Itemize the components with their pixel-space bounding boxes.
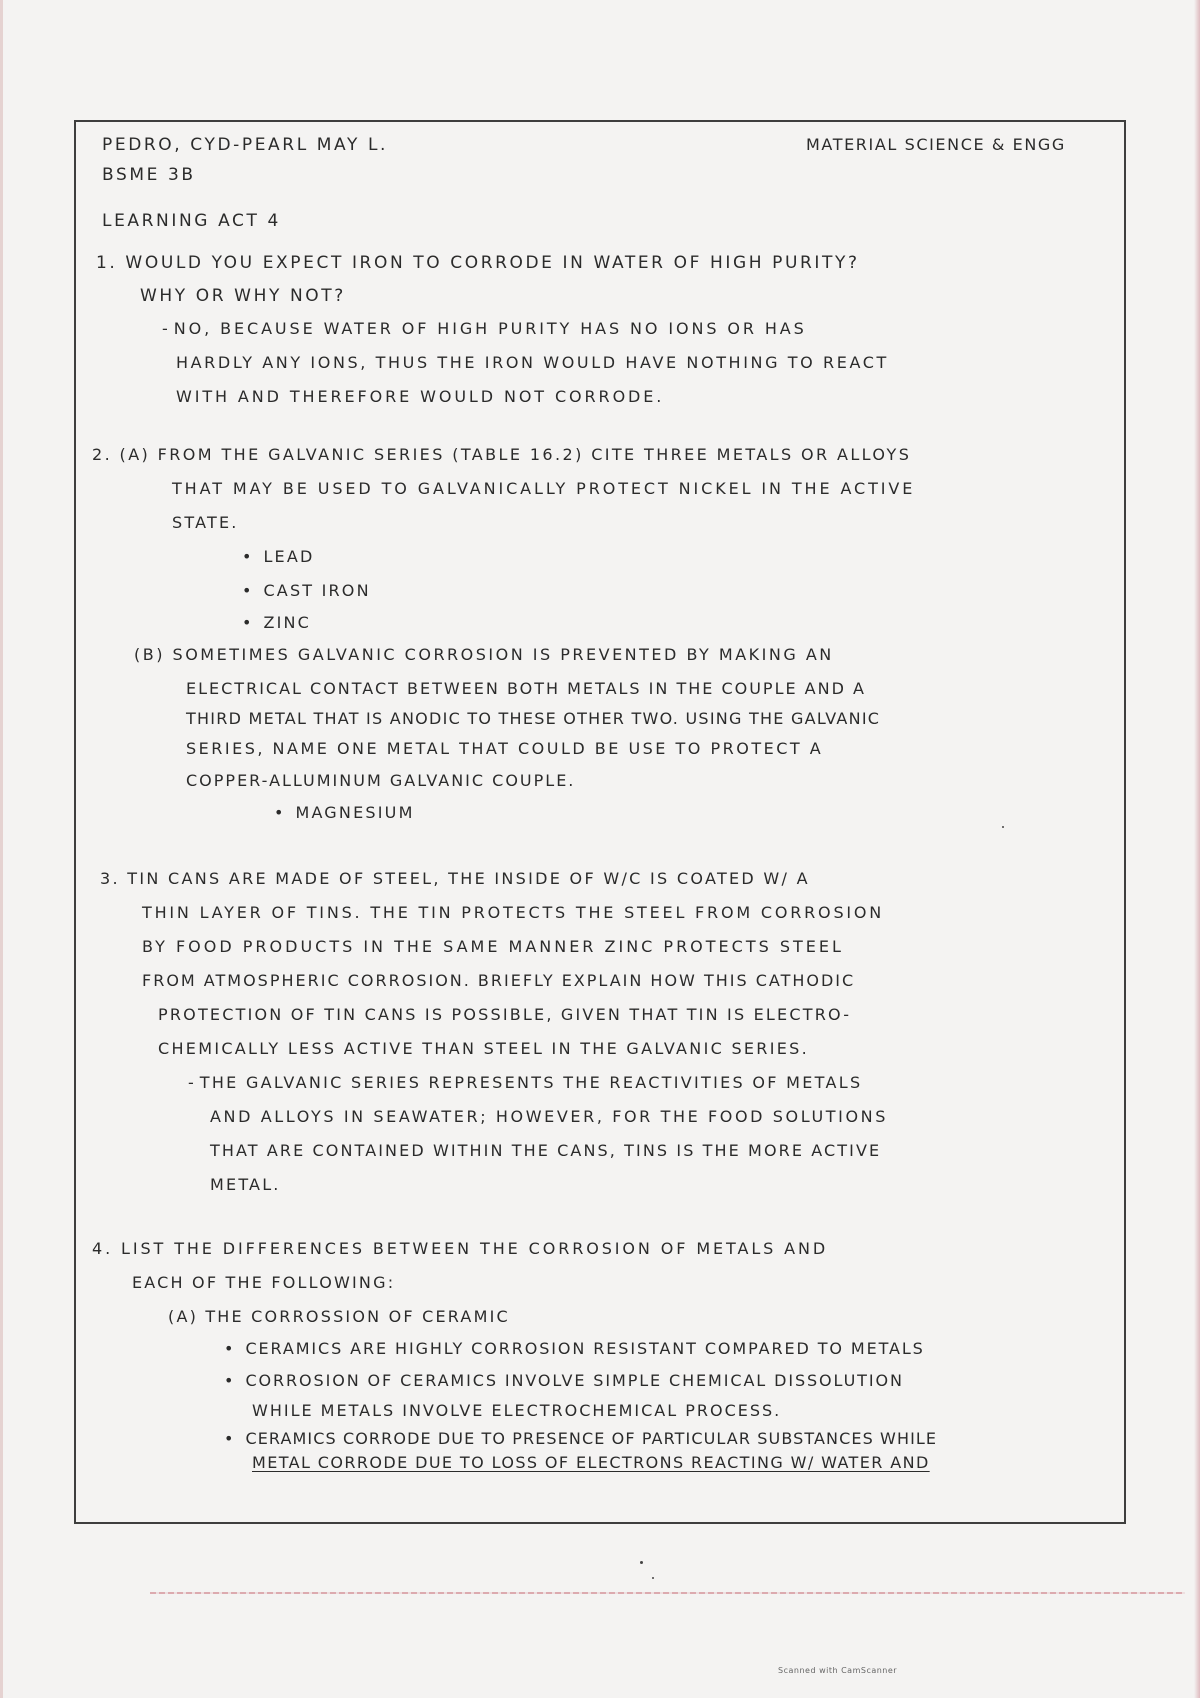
q3-line-5: PROTECTION OF TIN CANS IS POSSIBLE, GIVEN THAT TIN IS ELECTRO-	[158, 1005, 852, 1024]
q3-answer-line-3: THAT ARE CONTAINED WITHIN THE CANS, TINS IS THE MORE ACTIVE	[210, 1141, 882, 1160]
q1-answer-line-1: - NO, BECAUSE WATER OF HIGH PURITY HAS NO IONS OR HAS	[162, 318, 807, 340]
activity-title: LEARNING ACT 4	[102, 211, 281, 231]
q3-line-1: 3. TIN CANS ARE MADE OF STEEL, THE INSIDE OF W/C IS COATED W/ A	[100, 869, 810, 888]
section-label: BSME 3B	[102, 165, 196, 185]
scanner-watermark: Scanned with CamScanner	[778, 1666, 898, 1675]
q1-line-1: 1. WOULD YOU EXPECT IRON TO CORRODE IN WATER OF HIGH PURITY?	[96, 253, 860, 273]
q2b-line-5: COPPER-ALLUMINUM GALVANIC COUPLE.	[186, 771, 576, 790]
q2a-line-1: 2. (A) FROM THE GALVANIC SERIES (TABLE 16.2) CITE THREE METALS OR ALLOYS	[92, 445, 912, 464]
q4a-bullet-2: • CORROSION OF CERAMICS INVOLVE SIMPLE CHEMICAL DISSOLUTION	[224, 1370, 904, 1392]
q3-line-2: THIN LAYER OF TINS. THE TIN PROTECTS THE STEEL FROM CORROSION	[142, 903, 885, 922]
q2b-line-2: ELECTRICAL CONTACT BETWEEN BOTH METALS IN THE COUPLE AND A	[186, 679, 866, 698]
stray-mark	[640, 1561, 643, 1564]
q4-line-1: 4. LIST THE DIFFERENCES BETWEEN THE CORROSION OF METALS AND	[92, 1239, 829, 1258]
q3-line-6: CHEMICALLY LESS ACTIVE THAN STEEL IN THE GALVANIC SERIES.	[158, 1039, 809, 1058]
q4a-bullet-2-cont: WHILE METALS INVOLVE ELECTROCHEMICAL PROCESS.	[252, 1401, 782, 1420]
q3-line-4: FROM ATMOSPHERIC CORROSION. BRIEFLY EXPLAIN HOW THIS CATHODIC	[142, 971, 856, 990]
q4a-bullet-3: • CERAMICS CORRODE DUE TO PRESENCE OF PARTICULAR SUBSTANCES WHILE	[224, 1428, 937, 1450]
q3-line-3: BY FOOD PRODUCTS IN THE SAME MANNER ZINC PROTECTS STEEL	[142, 937, 844, 956]
q2a-answer-lead: • LEAD	[242, 546, 315, 568]
q1-answer-line-3: WITH AND THEREFORE WOULD NOT CORRODE.	[176, 387, 665, 406]
q2b-line-4: SERIES, NAME ONE METAL THAT COULD BE USE TO PROTECT A	[186, 739, 824, 758]
q2b-answer: • MAGNESIUM	[274, 802, 415, 824]
q3-answer-line-1: - THE GALVANIC SERIES REPRESENTS THE REACTIVITIES OF METALS	[188, 1072, 862, 1094]
stray-mark	[1002, 826, 1004, 828]
q3-answer-line-4: METAL.	[210, 1175, 281, 1194]
q4a-heading: (A) THE CORROSSION OF CERAMIC	[168, 1307, 510, 1326]
page-bottom-rule	[150, 1592, 1185, 1594]
page-right-edge	[1194, 0, 1200, 1698]
q2a-answer-zinc: • ZINC	[242, 612, 311, 634]
q3-answer-line-2: AND ALLOYS IN SEAWATER; HOWEVER, FOR THE FOOD SOLUTIONS	[210, 1107, 888, 1126]
q4a-bullet-3-cont: METAL CORRODE DUE TO LOSS OF ELECTRONS REACTING W/ WATER AND	[252, 1453, 930, 1472]
q4-line-2: EACH OF THE FOLLOWING:	[132, 1273, 396, 1292]
q2b-line-1: (B) SOMETIMES GALVANIC CORROSION IS PREVENTED BY MAKING AN	[134, 645, 834, 664]
q1-line-2: WHY OR WHY NOT?	[140, 286, 346, 306]
worksheet-border	[74, 120, 1126, 1524]
q2b-line-3: THIRD METAL THAT IS ANODIC TO THESE OTHER TWO. USING THE GALVANIC	[186, 709, 881, 728]
stray-mark	[652, 1577, 654, 1579]
q2a-line-3: STATE.	[172, 513, 239, 532]
page-left-edge	[0, 0, 3, 1698]
q2a-answer-cast-iron: • CAST IRON	[242, 580, 371, 602]
course-title: MATERIAL SCIENCE & ENGG	[806, 135, 1066, 154]
q4a-bullet-1: • CERAMICS ARE HIGHLY CORROSION RESISTANT COMPARED TO METALS	[224, 1338, 925, 1360]
q1-answer-line-2: HARDLY ANY IONS, THUS THE IRON WOULD HAVE NOTHING TO REACT	[176, 353, 889, 372]
q2a-line-2: THAT MAY BE USED TO GALVANICALLY PROTECT NICKEL IN THE ACTIVE	[172, 479, 916, 498]
student-name: PEDRO, CYD-PEARL MAY L.	[102, 135, 389, 155]
